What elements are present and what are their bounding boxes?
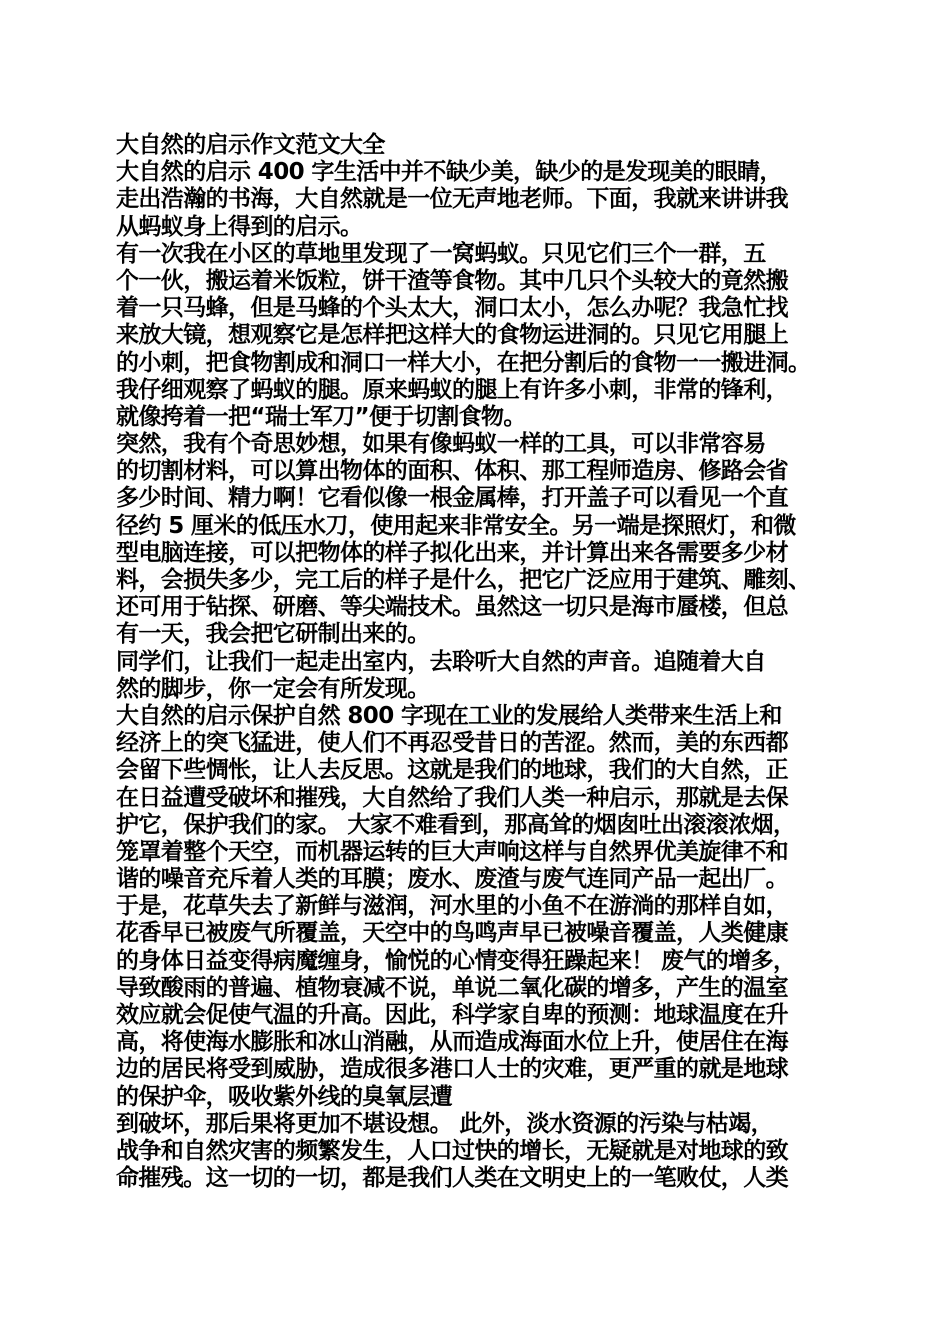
text-line: 有一天，我会把它研制出来的。 <box>116 621 430 648</box>
text-line: 战争和自然灾害的频繁发生，人口过快的增长，无疑就是对地球的致 <box>116 1137 789 1164</box>
text-line: 的切割材料，可以算出物体的面积、体积、那工程师造房、修路会省 <box>116 458 789 485</box>
text-line: 于是，花草失去了新鲜与滋润，河水里的小鱼不在游淌的那样自如， <box>116 893 789 920</box>
text-line: 料，会损失多少，完工后的样子是什么，把它广泛应用于建筑、雕刻、 <box>116 567 811 593</box>
text-line: 谐的噪音充斥着人类的耳膜；废水、废渣与废气连同产品一起出厂。 <box>116 866 789 893</box>
text-line: 同学们，让我们一起走出室内，去聆听大自然的声音。追随着大自 <box>116 648 766 675</box>
text-line: 在日益遭受破坏和摧残，大自然给了我们人类一种启示，那就是去保 <box>116 784 789 811</box>
text-line: 的身体日益变得病魔缠身，愉悦的心情变得狂躁起来！ 废气的增多， <box>116 947 796 974</box>
document-title: 大自然的启示作文范文大全 <box>116 132 385 158</box>
text-line: 大自然的启示 400 字生活中并不缺少美，缺少的是发现美的眼睛， <box>116 159 782 186</box>
text-line: 到破坏，那后果将更加不堪设想。 此外，淡水资源的污染与枯竭， <box>116 1110 774 1137</box>
text-line: 花香早已被废气所覆盖，天空中的鸟鸣声早已被噪音覆盖，人类健康 <box>116 920 789 947</box>
text-line: 径约 5 厘米的低压水刀，使用起来非常安全。另一端是探照灯，和微 <box>116 512 796 539</box>
text-line: 的小刺，把食物割成和洞口一样大小，在把分割后的食物一一搬进洞。 <box>116 349 811 376</box>
text-line: 着一只马蜂，但是马蜂的个头太大，洞口太小，怎么办呢？我急忙找 <box>116 295 789 322</box>
text-line: 笼罩着整个天空，而机器运转的巨大声响这样与自然界优美旋律不和 <box>116 838 789 865</box>
text-line: 高，将使海水膨胀和冰山消融，从而造成海面水位上升，使居住在海 <box>116 1029 789 1056</box>
essay-text <box>116 132 846 1192</box>
text-line: 我仔细观察了蚂蚁的腿。原来蚂蚁的腿上有许多小刺，非常的锋利， <box>116 376 789 403</box>
text-line: 突然，我有个奇思妙想，如果有像蚂蚁一样的工具，可以非常容易 <box>116 431 766 458</box>
text-line: 边的居民将受到威胁，造成很多港口人士的灾难，更严重的就是地球 <box>116 1056 789 1083</box>
text-line: 型电脑连接，可以把物体的样子拟化出来，并计算出来各需要多少材 <box>116 539 789 566</box>
text-line: 还可用于钻探、研磨、等尖端技术。虽然这一切只是海市蜃楼，但总 <box>116 594 789 621</box>
text-line: 走出浩瀚的书海，大自然就是一位无声地老师。下面，我就来讲讲我 <box>116 186 789 213</box>
text-line: 多少时间、精力啊！它看似像一根金属棒，打开盖子可以看见一个直 <box>116 485 789 512</box>
text-line: 来放大镜，想观察它是怎样把这样大的食物运进洞的。只见它用腿上 <box>116 322 789 349</box>
text-line: 导致酸雨的普遍、植物衰减不说，单说二氧化碳的增多，产生的温室 <box>116 974 789 1001</box>
text-line: 就像挎着一把“瑞士军刀”便于切割食物。 <box>116 403 526 430</box>
text-line: 的保护伞，吸收紫外线的臭氧层遭 <box>116 1083 453 1110</box>
text-line: 从蚂蚁身上得到的启示。 <box>116 213 363 240</box>
text-line: 效应就会促使气温的升高。因此，科学家自卑的预测：地球温度在升 <box>116 1002 789 1028</box>
text-line: 然的脚步，你一定会有所发现。 <box>116 675 430 702</box>
text-line: 有一次我在小区的草地里发现了一窝蚂蚁。只见它们三个一群，五 <box>116 240 766 267</box>
text-line: 护它，保护我们的家。 大家不难看到，那高耸的烟囱吐出滚滚浓烟， <box>116 811 796 838</box>
text-line: 命摧残。这一切的一切，都是我们人类在文明史上的一笔败仗，人类 <box>116 1165 789 1192</box>
text-line: 会留下些惆怅，让人去反思。这就是我们的地球，我们的大自然，正 <box>116 757 789 784</box>
text-line: 个一伙，搬运着米饭粒，饼干渣等食物。其中几只个头较大的竟然搬 <box>116 267 789 294</box>
text-line: 经济上的突飞猛进，使人们不再忍受昔日的苦涩。然而，美的东西都 <box>116 730 789 757</box>
text-line: 大自然的启示保护自然 800 字现在工业的发展给人类带来生活上和 <box>116 702 782 729</box>
